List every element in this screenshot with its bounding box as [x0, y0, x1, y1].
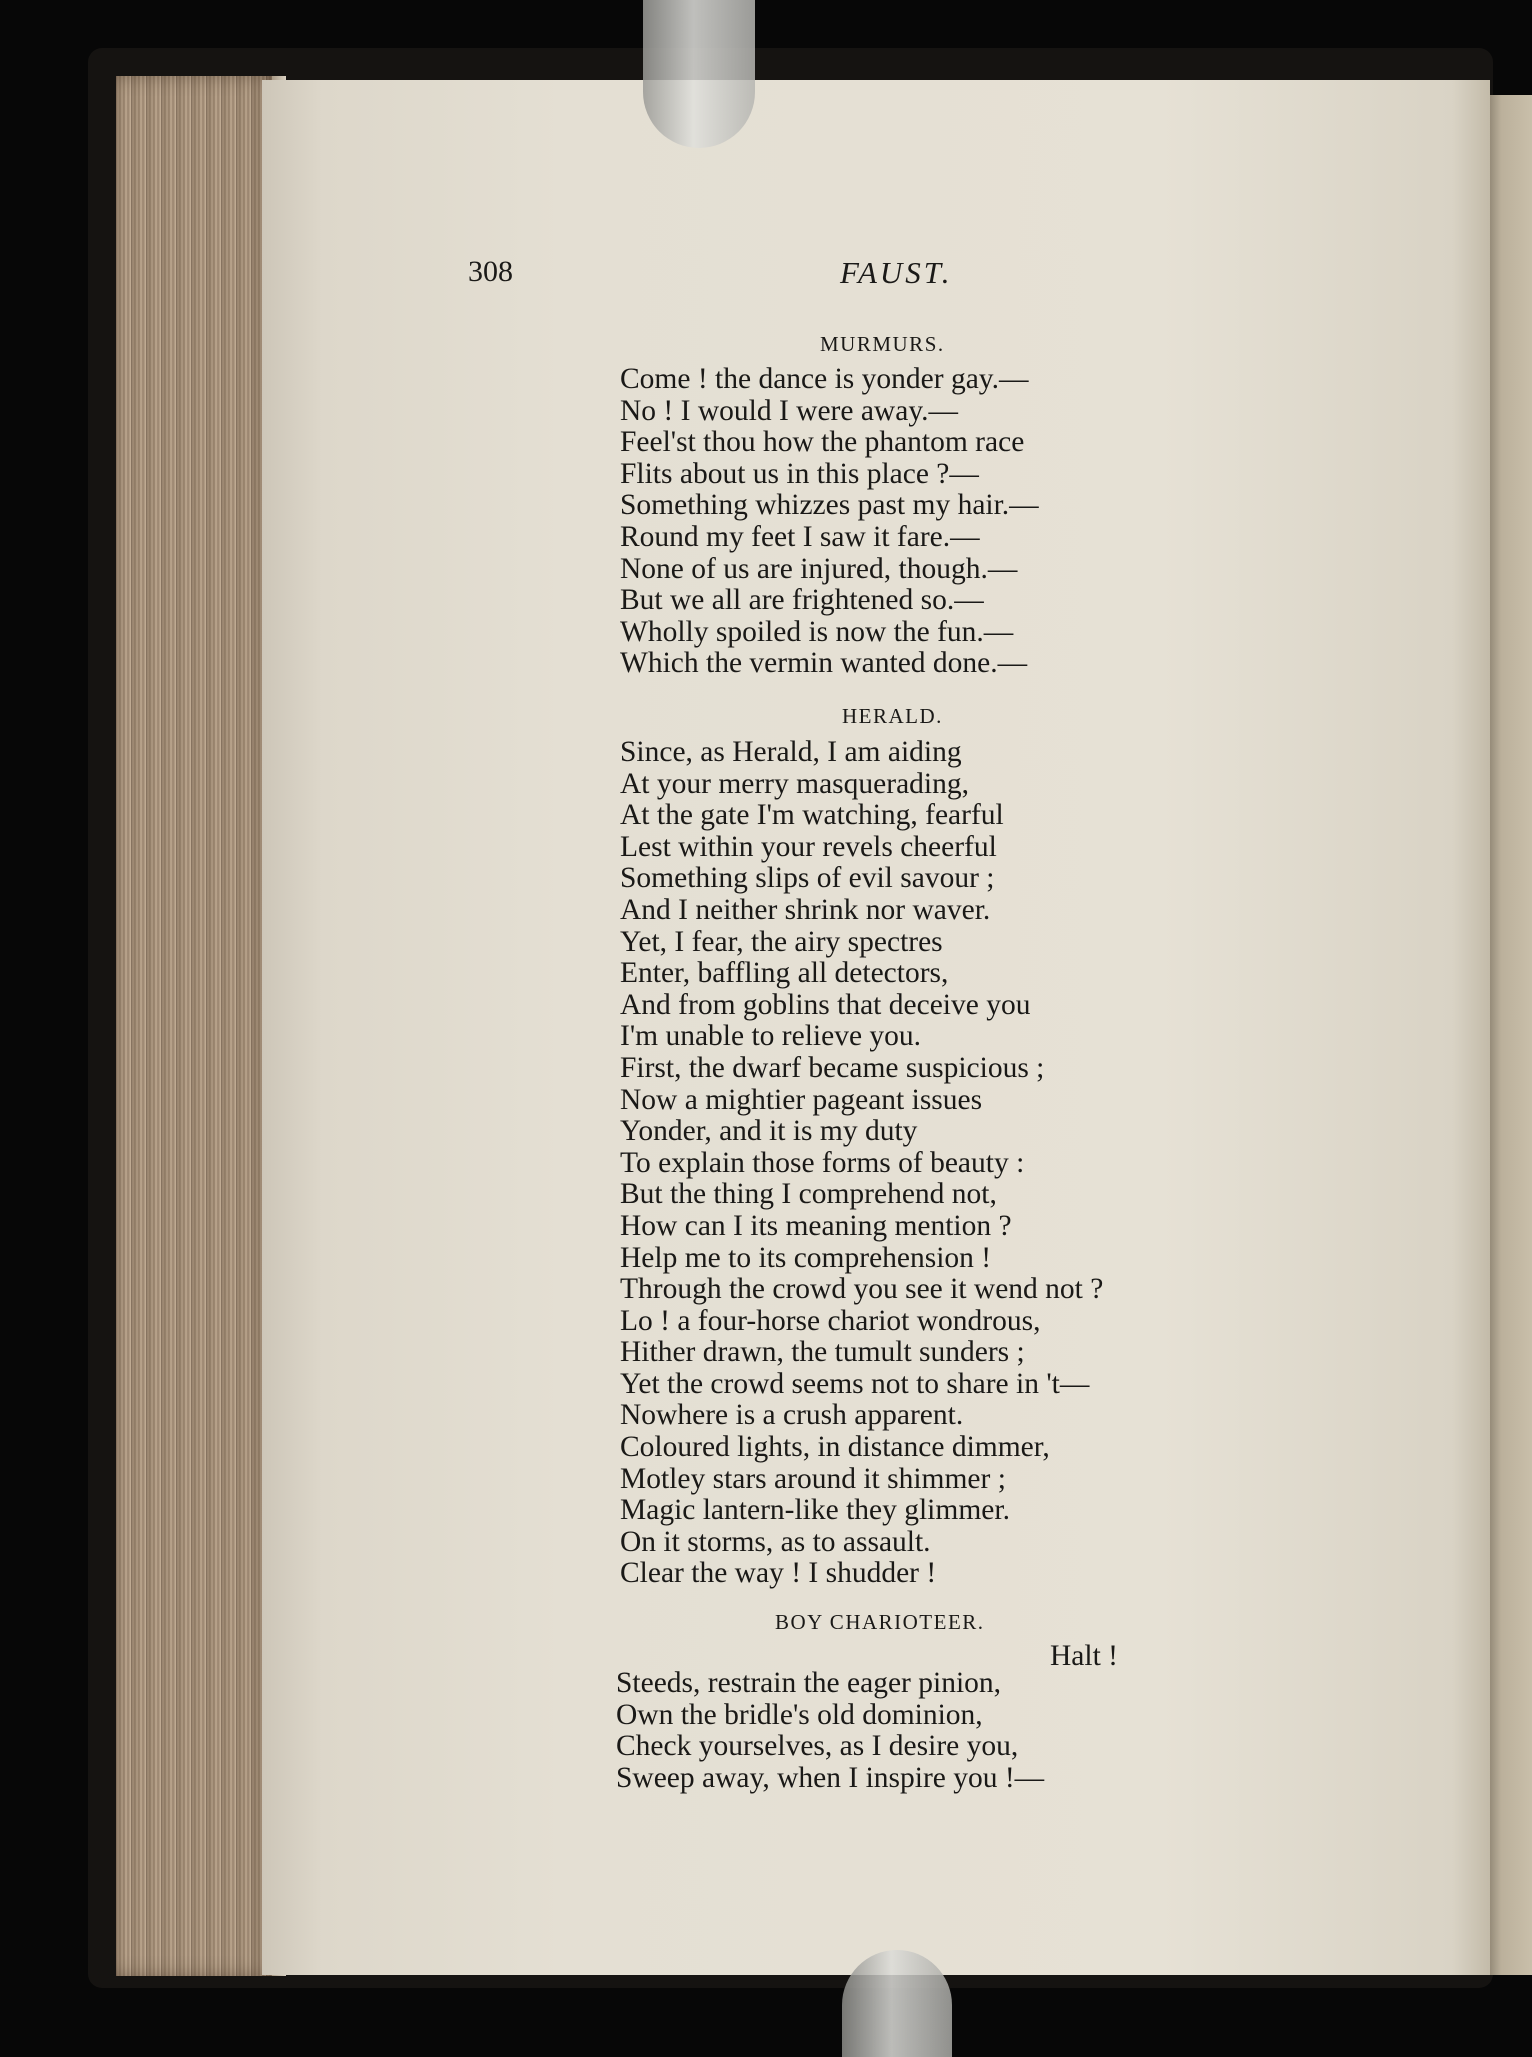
- verse-line: First, the dwarf became suspicious ;: [620, 1051, 1045, 1084]
- verse-line: Wholly spoiled is now the fun.—: [620, 615, 1014, 648]
- page-header: [460, 255, 1160, 300]
- verse-boy-charioteer: [616, 1668, 1044, 1794]
- verse-line: None of us are injured, though.—: [620, 552, 1018, 585]
- verse-line: Hither drawn, the tumult sunders ;: [620, 1336, 1025, 1369]
- speaker-boy-charioteer: BOY CHARIOTEER.: [775, 1610, 985, 1634]
- verse-murmurs: [620, 364, 1039, 680]
- verse-line: Enter, baffling all detectors,: [620, 957, 949, 990]
- verse-line: Check yourselves, as I desire you,: [616, 1730, 1019, 1763]
- verse-line: Through the crowd you see it wend not ?: [620, 1273, 1104, 1306]
- verse-line: Yonder, and it is my duty: [620, 1115, 918, 1148]
- verse-line: Come ! the dance is yonder gay.—: [620, 363, 1029, 395]
- verse-line-halt: Halt !: [1050, 1640, 1118, 1672]
- verse-line: Now a mightier pageant issues: [620, 1083, 983, 1116]
- verse-line: Round my feet I saw it fare.—: [620, 520, 980, 553]
- verse-line: I'm unable to relieve you.: [620, 1020, 922, 1053]
- verse-line: On it storms, as to assault.: [620, 1525, 931, 1558]
- speaker-herald: HERALD.: [842, 704, 943, 728]
- verse-line: Help me to its comprehension !: [620, 1241, 992, 1274]
- verse-line: Flits about us in this place ?—: [620, 457, 979, 490]
- facing-page-edge: [1488, 95, 1532, 1975]
- verse-line: Something slips of evil savour ;: [620, 862, 995, 895]
- verse-line: Lest within your revels cheerful: [620, 830, 997, 863]
- verse-line: Yet the crowd seems not to share in 't—: [620, 1367, 1090, 1400]
- verse-line: Magic lantern-like they glimmer.: [620, 1494, 1010, 1527]
- verse-line: Lo ! a four-horse chariot wondrous,: [620, 1304, 1041, 1337]
- page-clip-top: [643, 0, 755, 148]
- verse-line: Motley stars around it shimmer ;: [620, 1462, 1006, 1495]
- verse-line: How can I its meaning mention ?: [620, 1209, 1012, 1242]
- verse-line: Nowhere is a crush apparent.: [620, 1399, 964, 1432]
- verse-line: Since, as Herald, I am aiding: [620, 736, 962, 768]
- verse-line: No ! I would I were away.—: [620, 394, 959, 427]
- page-clip-bottom: [842, 1950, 952, 2057]
- verse-line: Steeds, restrain the eager pinion,: [616, 1667, 1002, 1699]
- verse-line: Clear the way ! I shudder !: [620, 1557, 937, 1590]
- verse-line: But we all are frightened so.—: [620, 584, 984, 617]
- verse-line: And from goblins that deceive you: [620, 988, 1031, 1021]
- verse-line: Sweep away, when I inspire you !—: [616, 1761, 1045, 1794]
- running-title: FAUST.: [840, 255, 953, 290]
- verse-line: Something whizzes past my hair.—: [620, 489, 1039, 522]
- verse-line: Coloured lights, in distance dimmer,: [620, 1431, 1050, 1464]
- verse-line: And I neither shrink nor waver.: [620, 893, 991, 926]
- verse-line: Which the vermin wanted done.—: [620, 647, 1028, 680]
- verse-herald: [620, 737, 1103, 1590]
- page-number: 308: [468, 255, 513, 288]
- verse-line: At your merry masquerading,: [620, 767, 969, 800]
- verse-line: At the gate I'm watching, fearful: [620, 799, 1004, 832]
- verse-line: Yet, I fear, the airy spectres: [620, 925, 943, 958]
- verse-line: To explain those forms of beauty :: [620, 1146, 1025, 1179]
- verse-line: Feel'st thou how the phantom race: [620, 426, 1025, 459]
- page-edges: [116, 76, 276, 1976]
- speaker-murmurs: MURMURS.: [820, 332, 945, 356]
- verse-line: Own the bridle's old dominion,: [616, 1698, 983, 1731]
- verse-line: But the thing I comprehend not,: [620, 1178, 997, 1211]
